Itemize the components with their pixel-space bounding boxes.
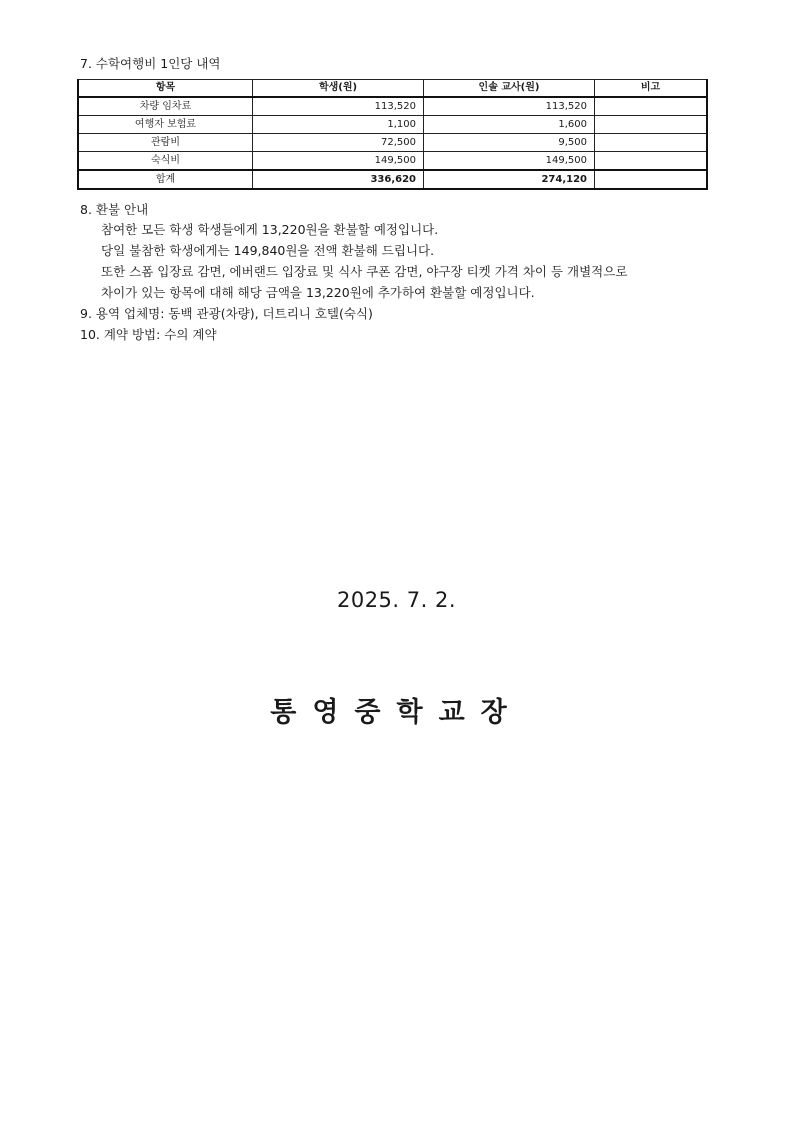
table-row	[78, 97, 707, 116]
refund-line-2: 당일 불참한 학생에게는 149,840원을 전액 환불해 드립니다.	[101, 243, 435, 258]
row-student-amount: 149,500	[253, 152, 424, 171]
section-8-title: 8. 환불 안내	[80, 202, 149, 217]
total-teacher-amount: 274,120	[424, 170, 595, 189]
total-note	[595, 170, 708, 189]
refund-line-1: 참여한 모든 학생 학생들에게 13,220원을 환불할 예정입니다.	[101, 222, 439, 237]
row-note	[595, 116, 708, 134]
cost-table	[77, 79, 708, 190]
row-student-amount: 113,520	[253, 97, 424, 116]
section-9-vendor: 9. 용역 업체명: 동백 관광(차량), 더트리니 호텔(숙식)	[80, 306, 373, 321]
table-header-row	[78, 80, 707, 98]
total-label: 합계	[78, 170, 253, 189]
row-item: 숙식비	[78, 152, 253, 171]
row-teacher-amount: 113,520	[424, 97, 595, 116]
section-10-contract: 10. 계약 방법: 수의 계약	[80, 327, 217, 342]
row-teacher-amount: 1,600	[424, 116, 595, 134]
row-teacher-amount: 9,500	[424, 134, 595, 152]
row-item: 여행자 보험료	[78, 116, 253, 134]
section-7-title: 7. 수학여행비 1인당 내역	[80, 56, 221, 71]
row-student-amount: 1,100	[253, 116, 424, 134]
table-row	[78, 116, 707, 134]
row-note	[595, 97, 708, 116]
row-student-amount: 72,500	[253, 134, 424, 152]
row-note	[595, 152, 708, 171]
header-teacher: 인솔 교사(원)	[424, 80, 595, 98]
refund-line-4: 차이가 있는 항목에 대해 해당 금액을 13,220원에 추가하여 환불할 예정입니다.	[101, 285, 535, 300]
principal-signature: 통영중학교장	[270, 697, 523, 728]
total-student-amount: 336,620	[253, 170, 424, 189]
table-row	[78, 152, 707, 171]
row-item: 차량 임차료	[78, 97, 253, 116]
header-item: 항목	[78, 80, 253, 98]
row-note	[595, 134, 708, 152]
document-date: 2025. 7. 2.	[336, 588, 457, 612]
row-item: 관람비	[78, 134, 253, 152]
refund-line-3: 또한 스폼 입장료 감면, 에버랜드 입장료 및 식사 쿠폰 감면, 야구장 티켓 가격 차이 등 개별적으로	[101, 264, 628, 279]
table-total-row	[78, 170, 707, 189]
header-note: 비고	[595, 80, 708, 98]
row-teacher-amount: 149,500	[424, 152, 595, 171]
header-student: 학생(원)	[253, 80, 424, 98]
table-row	[78, 134, 707, 152]
